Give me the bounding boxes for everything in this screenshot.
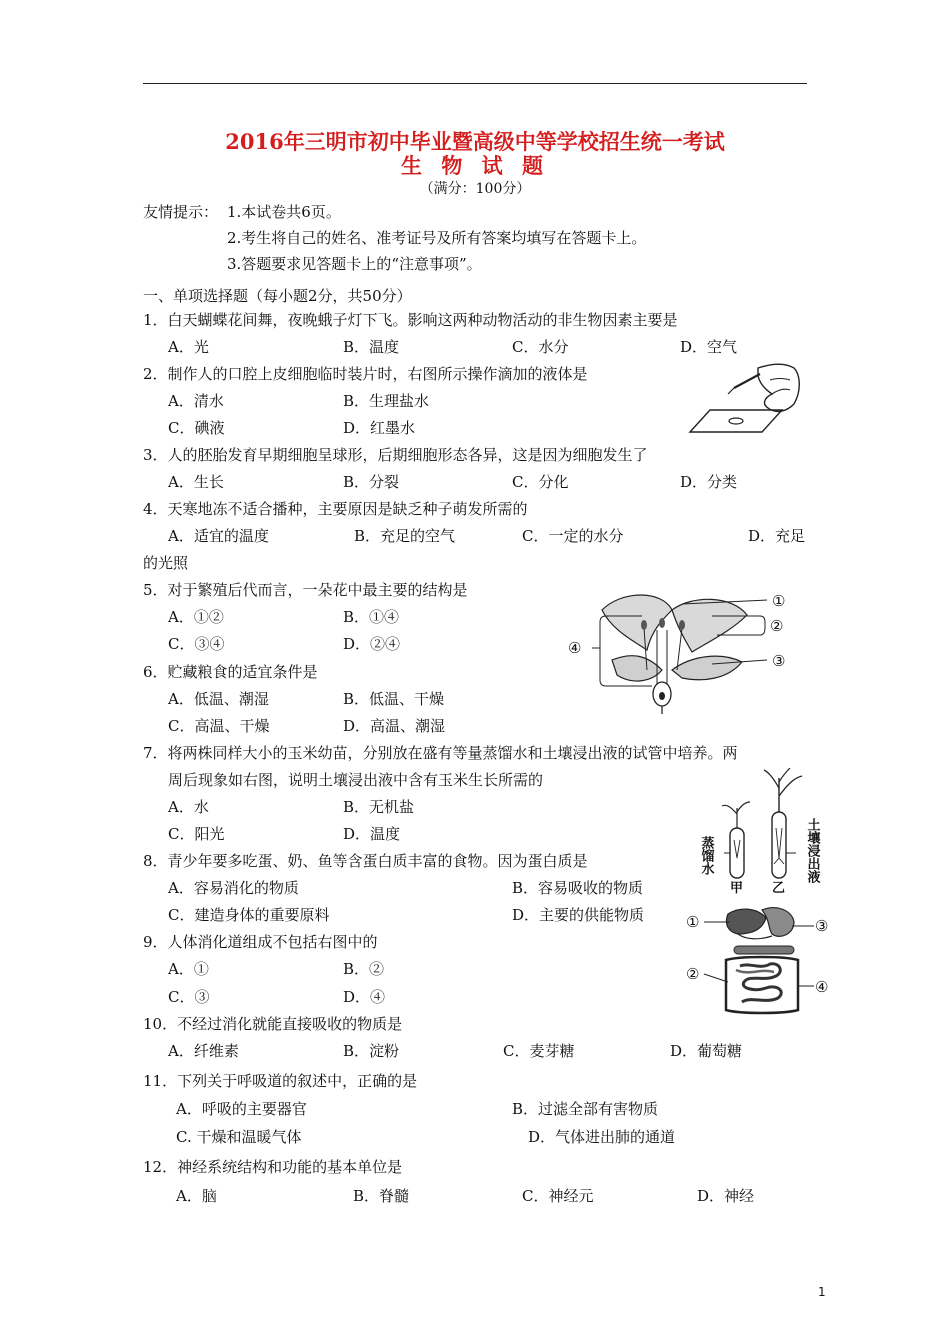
tube-right-label: 土壤浸出液 xyxy=(804,818,820,883)
tip-3: 3.答题要求见答题卡上的“注意事项”。 xyxy=(227,255,482,273)
tip-2: 2.考生将自己的姓名、准考证号及所有答案均填写在答题卡上。 xyxy=(227,229,647,247)
q10-option-b: B．淀粉 xyxy=(343,1042,400,1060)
q11-option-b: B．过滤全部有害物质 xyxy=(512,1100,659,1118)
q2-option-d: D．红墨水 xyxy=(343,419,416,437)
flower-label-3: ③ xyxy=(772,652,786,670)
q7-stem-cont: 周后现象如右图，说明土壤浸出液中含有玉米生长所需的 xyxy=(168,771,544,789)
tip-1: 1.本试卷共6页。 xyxy=(227,203,341,221)
q2-option-b: B．生理盐水 xyxy=(343,392,430,410)
q8-option-d: D．主要的供能物质 xyxy=(512,906,645,924)
q12-option-c: C．神经元 xyxy=(522,1187,594,1205)
q12-option-d: D．神经 xyxy=(697,1187,755,1205)
q1-option-b: B．温度 xyxy=(343,338,400,356)
q10-option-a: A．纤维素 xyxy=(168,1042,239,1060)
q4-option-c: C．一定的水分 xyxy=(522,527,624,545)
tube-jia-label: 甲 xyxy=(730,881,744,896)
section-heading: 一、单项选择题（每小题2分，共50分） xyxy=(143,287,412,305)
q2-option-c: C．碘液 xyxy=(168,419,225,437)
q3-stem: 3．人的胚胎发育早期细胞呈球形，后期细胞形态各异，这是因为细胞发生了 xyxy=(143,446,648,464)
q9-option-c: C．③ xyxy=(168,988,210,1006)
q4-option-b: B．充足的空气 xyxy=(354,527,456,545)
q8-option-b: B．容易吸收的物质 xyxy=(512,879,644,897)
q4-option-a: A．适宜的温度 xyxy=(168,527,269,545)
q12-option-a: A．脑 xyxy=(176,1187,217,1205)
test-tubes-figure xyxy=(692,768,827,896)
q10-stem: 10．不经过消化就能直接吸收的物质是 xyxy=(143,1015,403,1033)
digest-label-4: ④ xyxy=(815,978,829,996)
exam-title: 2016年三明市初中毕业暨高级中等学校招生统一考试 xyxy=(225,129,725,154)
q11-option-a: A．呼吸的主要器官 xyxy=(176,1100,307,1118)
q9-option-d: D．④ xyxy=(343,988,386,1006)
digest-label-2: ② xyxy=(686,965,700,983)
tube-yi-label: 乙 xyxy=(772,881,786,896)
q10-option-c: C．麦芽糖 xyxy=(503,1042,575,1060)
q10-option-d: D．葡萄糖 xyxy=(670,1042,743,1060)
digestive-system-figure xyxy=(680,900,830,1025)
q3-option-b: B．分裂 xyxy=(343,473,400,491)
q5-stem: 5．对于繁殖后代而言，一朵花中最主要的结构是 xyxy=(143,581,468,599)
digest-label-3: ③ xyxy=(815,917,829,935)
q6-stem: 6．贮藏粮食的适宜条件是 xyxy=(143,663,318,681)
q6-option-d: D．高温、潮湿 xyxy=(343,717,446,735)
q7-option-c: C．阳光 xyxy=(168,825,225,843)
q1-option-c: C．水分 xyxy=(512,338,569,356)
q1-option-d: D．空气 xyxy=(680,338,738,356)
q11-stem: 11．下列关于呼吸道的叙述中，正确的是 xyxy=(143,1072,418,1090)
q7-option-d: D．温度 xyxy=(343,825,401,843)
q6-option-b: B．低温、干燥 xyxy=(343,690,445,708)
q11-option-d: D．气体进出肺的通道 xyxy=(528,1128,676,1146)
subject-title: 生 物 试 题 xyxy=(401,153,549,178)
q8-option-c: C．建造身体的重要原料 xyxy=(168,906,330,924)
q7-option-b: B．无机盐 xyxy=(343,798,415,816)
q9-option-b: B．② xyxy=(343,960,385,978)
flower-label-1: ① xyxy=(772,592,786,610)
q5-option-a: A．①② xyxy=(168,608,224,626)
q8-option-a: A．容易消化的物质 xyxy=(168,879,299,897)
q2-option-a: A．清水 xyxy=(168,392,224,410)
q9-option-a: A．① xyxy=(168,960,209,978)
q1-option-a: A．光 xyxy=(168,338,209,356)
q4-option-d-cont: 的光照 xyxy=(143,554,189,572)
q5-option-d: D．②④ xyxy=(343,635,401,653)
q3-option-a: A．生长 xyxy=(168,473,224,491)
q12-option-b: B．脊髓 xyxy=(353,1187,410,1205)
q9-stem: 9．人体消化道组成不包括右图中的 xyxy=(143,933,378,951)
q11-option-c: C. 干燥和温暖气体 xyxy=(176,1128,302,1146)
q1-stem: 1．白天蝴蝶花间舞，夜晚蛾子灯下飞。影响这两种动物活动的非生物因素主要是 xyxy=(143,311,678,329)
flower-label-2: ② xyxy=(770,617,784,635)
tips-label: 友情提示： xyxy=(143,203,219,221)
flower-diagram xyxy=(562,590,802,715)
digest-label-1: ① xyxy=(686,913,700,931)
q6-option-c: C．高温、干燥 xyxy=(168,717,270,735)
dropper-slide-figure xyxy=(680,360,805,438)
q3-option-c: C．分化 xyxy=(512,473,569,491)
q7-option-a: A．水 xyxy=(168,798,209,816)
top-rule xyxy=(143,83,807,84)
q8-stem: 8．青少年要多吃蛋、奶、鱼等含蛋白质丰富的食物。因为蛋白质是 xyxy=(143,852,588,870)
q7-stem: 7．将两株同样大小的玉米幼苗，分别放在盛有等量蒸馏水和土壤浸出液的试管中培养。两 xyxy=(143,744,738,762)
tube-left-label: 蒸馏水 xyxy=(698,836,714,875)
q2-stem: 2．制作人的口腔上皮细胞临时装片时，右图所示操作滴加的液体是 xyxy=(143,365,588,383)
q4-stem: 4．天寒地冻不适合播种，主要原因是缺乏种子萌发所需的 xyxy=(143,500,528,518)
q5-option-c: C．③④ xyxy=(168,635,225,653)
full-score: （满分：100分） xyxy=(419,181,531,197)
page-number: 1 xyxy=(818,1285,826,1299)
q4-option-d: D．充足 xyxy=(748,527,806,545)
q3-option-d: D．分类 xyxy=(680,473,738,491)
flower-label-4: ④ xyxy=(568,639,582,657)
q5-option-b: B．①④ xyxy=(343,608,400,626)
q6-option-a: A．低温、潮湿 xyxy=(168,690,269,708)
q12-stem: 12．神经系统结构和功能的基本单位是 xyxy=(143,1158,403,1176)
